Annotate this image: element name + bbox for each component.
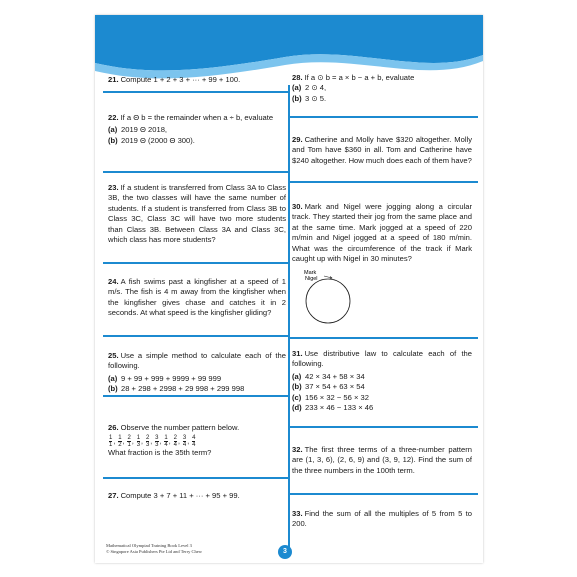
fraction-term: $\frac{1}{4}$ <box>164 435 168 449</box>
question-21: 21. Compute 1 + 2 + 3 + ··· + 99 + 100. <box>108 75 241 84</box>
footer-credit: Mathematical Olympiad Training Book Level 3 © Singapore Asia Publishers Pte Ltd and Terry Chew <box>106 543 203 554</box>
question-24: 24. A fish swims past a kingfisher at a speed of 1 m/s. The fish is 4 m away from the kingfisher when the kingfisher gives chase and catches it in 2 seconds. At what speed is the kingfisher gliding? <box>108 277 286 318</box>
question-separator <box>103 477 289 479</box>
fraction-pattern: $\frac{1}{1}$ , $\frac{1}{2}$ , $\frac{2}{1}$ , $\frac{1}{3}$ , $\frac{2}{3}$ , $\frac{3}{3}$ , $\frac{1}{4}$ , $\frac{2}{4}$ , $\frac{3}{4}$ , $\frac{4}{4}$ <box>109 435 196 449</box>
question-28: 28. If a ⊙ b = a × b − a + b, evaluate (a) 2 ⊙ 4, (b) 3 ⊙ 5. <box>292 73 415 103</box>
fraction-term: $\frac{3}{3}$ <box>155 435 159 449</box>
question-separator <box>288 116 478 118</box>
circular-track-diagram <box>302 267 362 327</box>
fraction-term: $\frac{1}{2}$ <box>118 435 122 449</box>
label-nigel: Nigel <box>305 276 318 282</box>
question-separator <box>103 91 289 93</box>
fraction-term: $\frac{2}{3}$ <box>145 435 150 449</box>
question-31: 31. Use distributive law to calculate each of the following. (a) 42 × 34 + 58 × 34 (b) 37 × 54 + 63 × 54 (c) 156 × 32 − 56 × 32 (d) 233 × 46 − 133 × 46 <box>292 349 472 413</box>
question-23: 23. If a student is transferred from Class 3A to Class 3B, the two classes will have the same number of students. If a student is transferred from Class 3B to Class 3C, Class 3C will have two more students than Class 3B. Between Class 3A and Class 3C, which class has more students? <box>108 183 286 245</box>
question-22: 22. If a Θ b = the remainder when a ÷ b, evaluate (a) 2019 Θ 2018, (b) 2019 Θ (2000 Θ 300). <box>108 113 274 145</box>
question-25: 25. Use a simple method to calculate each of the following. (a) 9 + 99 + 999 + 9999 + 99 999 (b) 28 + 298 + 2998 + 29 998 + 299 998 <box>108 351 286 394</box>
fraction-term: $\frac{3}{4}$ <box>182 435 187 449</box>
fraction-term: $\frac{2}{4}$ <box>173 435 177 449</box>
question-separator <box>288 426 478 428</box>
page-number-badge: 3 <box>278 545 292 559</box>
fraction-term: $\frac{4}{4}$ <box>192 435 196 449</box>
question-27: 27. Compute 3 + 7 + 11 + ··· + 95 + 99. <box>108 491 240 500</box>
question-32: 32. The first three terms of a three-number pattern are (1, 3, 6), (2, 6, 9) and (3, 9, 12). Find the sum of the three numbers in the 100th term. <box>292 445 472 475</box>
question-30: 30. Mark and Nigel were jogging along a circular track. They started their jog from the same place and at the same time. Mark jogged at a speed of 220 m/min and Nigel jogged at a speed of 180 m/min. What was the circumference of the track if Mark caught up with Nigel in 30 minutes? <box>292 202 472 264</box>
question-separator <box>103 395 289 397</box>
fraction-term: $\frac{1}{3}$ <box>136 435 141 449</box>
question-separator <box>103 262 289 264</box>
label-mark: Mark <box>304 270 317 276</box>
question-separator <box>288 181 478 183</box>
fraction-term: $\frac{1}{1}$ <box>109 435 113 449</box>
question-separator <box>288 493 478 495</box>
question-separator <box>103 171 289 173</box>
question-29: 29. Catherine and Molly have $320 altogether. Molly and Tom have $360 in all. Tom and Catherine have $240 altogether. How much does each of them have? <box>292 135 472 165</box>
question-33: 33. Find the sum of all the multiples of 5 from 5 to 200. <box>292 509 472 529</box>
question-26: 26. Observe the number pattern below. $\frac{1}{1}$ , $\frac{1}{2}$ , $\frac{2}{1}$ , $\frac{1}{3}$ , $\frac{2}{3}$ , $\frac{3}{3}$ , $\frac{1}{4}$ , $\frac{2}{4}$ , $\frac{3}{4}$ , $\frac{4}{4}$ What fraction is the 35th term? <box>108 423 286 459</box>
book-page <box>95 15 483 563</box>
question-separator <box>103 335 289 337</box>
fraction-term: $\frac{2}{1}$ <box>127 435 131 449</box>
question-separator <box>288 337 478 339</box>
